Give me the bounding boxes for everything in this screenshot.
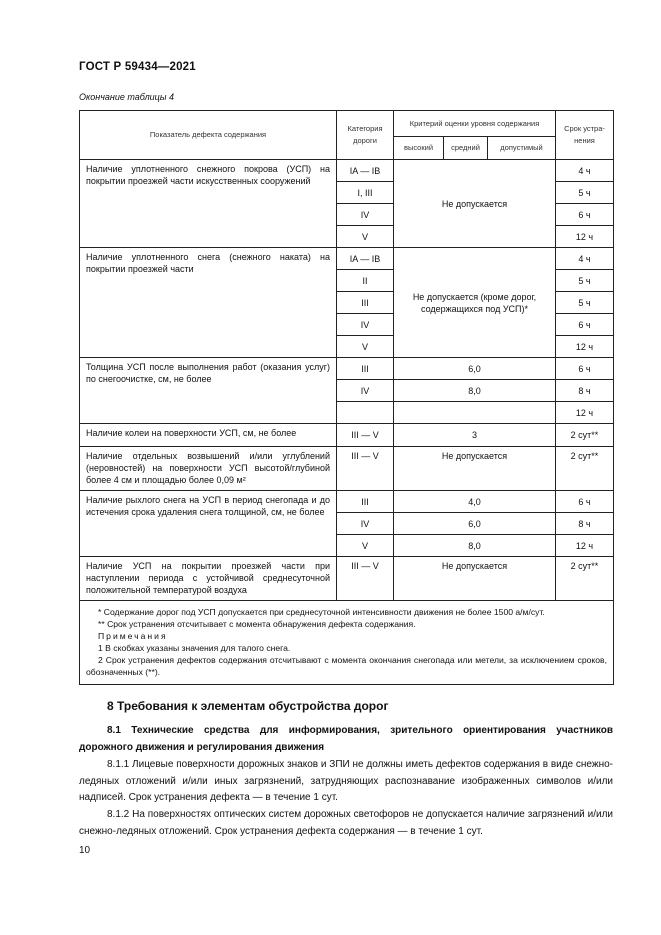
note-star2: ** Срок устранения отсчитывает с момента обнаружения дефекта содержания. <box>98 619 416 629</box>
header-medium: средний <box>444 137 488 160</box>
indicator-cell: Толщина УСП после выполнения работ (оказания услуг) по снегоочистке, см, не более <box>80 358 337 424</box>
category-cell: III <box>337 358 394 380</box>
category-cell: III — V <box>337 424 394 447</box>
page-number: 10 <box>79 845 91 856</box>
indicator-cell: Наличие рыхлого снега на УСП в период снегопада и до истечения срока удаления снега толщиной, см, не более <box>80 491 337 557</box>
value-cell: 8,0 <box>394 535 556 557</box>
category-cell: V <box>337 336 394 358</box>
category-cell: I, III <box>337 182 394 204</box>
category-cell: III <box>337 491 394 513</box>
table-row <box>80 447 614 491</box>
value-cell: 8,0 <box>394 380 556 402</box>
value-cell: Не допускается <box>394 557 556 601</box>
category-cell: V <box>337 535 394 557</box>
table-row <box>80 248 614 270</box>
category-cell: IA — IB <box>337 160 394 182</box>
indicator-cell: Наличие колеи на поверхности УСП, см, не более <box>80 424 337 447</box>
value-cell: Не допускается <box>394 447 556 491</box>
subsection-heading: 8.1 Технические средства для информирования, зрительного ориентирования участников дорожного движения и регулирования движения <box>79 725 613 753</box>
category-cell: III — V <box>337 557 394 601</box>
term-cell: 6 ч <box>556 204 614 226</box>
term-cell: 6 ч <box>556 358 614 380</box>
term-cell: 6 ч <box>556 314 614 336</box>
category-cell: IV <box>337 380 394 402</box>
category-cell: III <box>337 292 394 314</box>
header-criterion: Критерий оценки уровня содержания <box>394 111 556 137</box>
table-row <box>80 358 614 380</box>
category-cell: II <box>337 270 394 292</box>
paragraph-8-1-1: 8.1.1 Лицевые поверхности дорожных знаков и ЗПИ не должны иметь дефектов содержания в виде снежно-ледяных отложений и/или иных загрязнений, затрудняющих распознавание изображенных символов и/или надписей. Срок устранения дефекта — в течение 1 сут. <box>79 759 613 803</box>
indicator-cell: Наличие уплотненного снежного покрова (УСП) на покрытии проезжей части искусственных сооружений <box>80 160 337 248</box>
notes-heading: Примечания <box>98 631 168 641</box>
term-cell: 2 сут** <box>556 424 614 447</box>
section-heading: 8 Требования к элементам обустройства дорог <box>107 699 389 713</box>
paragraph-8-1-2: 8.1.2 На поверхностях оптических систем дорожных светофоров не допускается наличие загрязнений и/или снежно-ледяных отложений. Срок устранения дефекта содержания — в течение 1 сут. <box>79 809 613 837</box>
category-cell: V <box>337 226 394 248</box>
term-cell: 8 ч <box>556 513 614 535</box>
category-cell: IA — IB <box>337 248 394 270</box>
value-cell <box>394 402 556 424</box>
criterion-cell: Не допускается (кроме дорог, содержащихся под УСП)* <box>394 248 556 358</box>
table-row <box>80 424 614 447</box>
document-code: ГОСТ Р 59434—2021 <box>79 61 196 73</box>
term-cell: 2 сут** <box>556 557 614 601</box>
indicator-cell: Наличие уплотненного снега (снежного наката) на покрытии проезжей части <box>80 248 337 358</box>
term-cell: 8 ч <box>556 380 614 402</box>
term-cell: 12 ч <box>556 336 614 358</box>
note-1: 1 В скобках указаны значения для талого снега. <box>98 643 291 653</box>
indicator-cell: Наличие отдельных возвышений и/или углублений (неровностей) на поверхности УСП высотой/глубиной более 4 см и площадью более 0,09 м² <box>80 447 337 491</box>
header-indicator: Показатель дефекта содержания <box>80 111 337 160</box>
category-cell: IV <box>337 204 394 226</box>
defects-table <box>79 110 614 685</box>
term-cell: 6 ч <box>556 491 614 513</box>
table-caption: Окончание таблицы 4 <box>79 92 174 102</box>
term-cell: 2 сут** <box>556 447 614 491</box>
header-acceptable: допустимый <box>488 137 556 160</box>
term-cell: 4 ч <box>556 248 614 270</box>
term-cell: 12 ч <box>556 535 614 557</box>
term-cell: 5 ч <box>556 182 614 204</box>
header-category: Категория дороги <box>337 111 394 160</box>
value-cell: 6,0 <box>394 513 556 535</box>
category-cell <box>337 402 394 424</box>
term-cell: 4 ч <box>556 160 614 182</box>
value-cell: 3 <box>394 424 556 447</box>
value-cell: 6,0 <box>394 358 556 380</box>
notes-row <box>80 601 614 685</box>
indicator-cell: Наличие УСП на покрытии проезжей части при наступлении периода с устойчивой среднесуточной положительной температурой воздуха <box>80 557 337 601</box>
term-cell: 12 ч <box>556 226 614 248</box>
table-row <box>80 160 614 182</box>
value-cell: 4,0 <box>394 491 556 513</box>
table-row <box>80 557 614 601</box>
category-cell: III — V <box>337 447 394 491</box>
note-2: 2 Срок устранения дефектов содержания отсчитывают с момента окончания снегопада или метели, за исключением сроков, обозначенных (**). <box>86 655 607 677</box>
category-cell: IV <box>337 314 394 336</box>
category-cell: IV <box>337 513 394 535</box>
table-notes <box>80 601 614 685</box>
header-term: Срок устра- нения <box>556 111 614 160</box>
term-cell: 5 ч <box>556 292 614 314</box>
note-star1: * Содержание дорог под УСП допускается при среднесуточной интенсивности движения не более 1500 а/м/сут. <box>98 607 545 617</box>
term-cell: 5 ч <box>556 270 614 292</box>
header-high: высокий <box>394 137 444 160</box>
term-cell: 12 ч <box>556 402 614 424</box>
table-row <box>80 491 614 513</box>
criterion-cell: Не допускается <box>394 160 556 248</box>
